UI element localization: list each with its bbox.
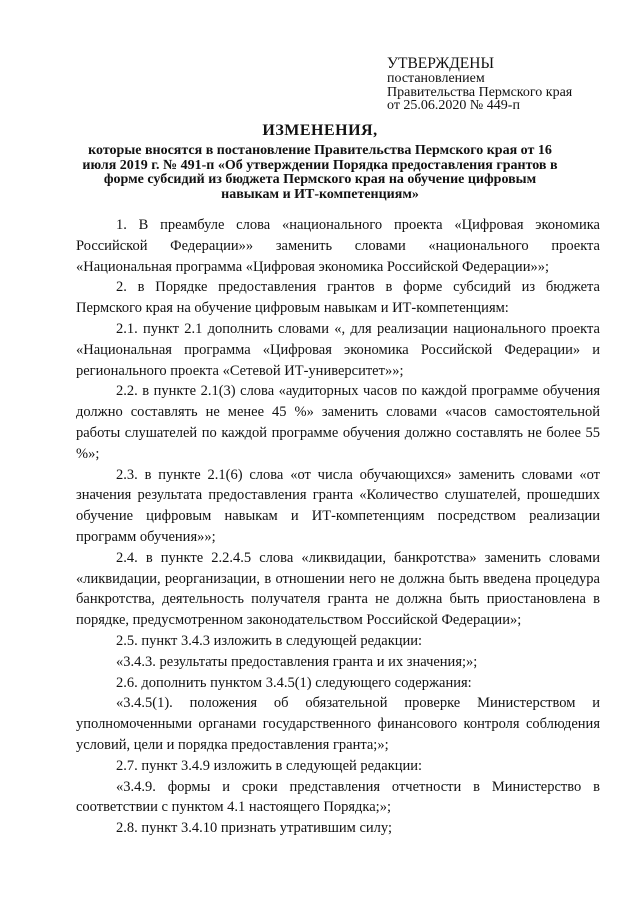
document-title-block (78, 122, 562, 202)
paragraph: 2.8. пункт 3.4.10 признать утратившим силу; (116, 820, 392, 837)
paragraph: 1. В преамбуле слова «национального проекта «Цифровая экономика Российской Федерации»» заменить словами «национального проекта «Национальная программа «Цифровая экономика Российской Федерации»»; (76, 217, 600, 275)
paragraph: 2.7. пункт 3.4.9 изложить в следующей редакции: (116, 757, 423, 774)
document-body (76, 215, 600, 839)
approval-stamp (387, 56, 627, 113)
paragraph: 2.3. в пункте 2.1(6) слова «от числа обучающихся» заменить словами «от значения результата предоставления гранта «Количество слушателей, прошедших обучение цифровым навыкам и ИТ-компетенциям посредством реализации программ обучения»»; (76, 466, 600, 545)
paragraph: 2. в Порядке предоставления грантов в форме субсидий из бюджета Пермского края на обучение цифровым навыкам и ИТ-компетенциям: (76, 279, 600, 317)
paragraph: 2.5. пункт 3.4.3 изложить в следующей редакции: (116, 632, 423, 649)
approval-heading: УТВЕРЖДЕНЫ (387, 55, 494, 72)
paragraph: 2.1. пункт 2.1 дополнить словами «, для реализации национального проекта «Национальная программа «Цифровая экономика Российской Федерации» и регионального проекта «Сетевой ИТ-университет»»; (76, 320, 600, 379)
approval-line-2: Правительства Пермского края (387, 84, 573, 100)
paragraph: 2.6. дополнить пунктом 3.4.5(1) следующего содержания: (116, 674, 472, 691)
paragraph: «3.4.5(1). положения об обязательной проверке Министерством и уполномоченными органами государственного финансового контроля соблюдения условий, цели и порядка предоставления гранта;»; (76, 695, 600, 753)
document-title: ИЗМЕНЕНИЯ, (262, 122, 378, 139)
paragraph: 2.2. в пункте 2.1(3) слова «аудиторных часов по каждой программе обучения должно составлять не менее 45 %» заменить словами «часов самостоятельной работы слушателей по каждой программе обучения должно составлять не более 55 %»; (76, 383, 600, 462)
document-subtitle: которые вносятся в постановление Правительства Пермского края от 16 июля 2019 г. № 491-п «Об утверждении Порядка предоставления грантов в форме субсидий из бюджета Пермского края на обучение цифровым навыкам и ИТ-компетенциям» (82, 143, 558, 202)
paragraph: «3.4.3. результаты предоставления гранта и их значения;»; (116, 653, 478, 670)
approval-line-1: постановлением (387, 71, 485, 86)
approval-line-3: от 25.06.2020 № 449-п (387, 98, 520, 113)
paragraph: 2.4. в пункте 2.2.4.5 слова «ликвидации, банкротства» заменить словами «ликвидации, реорганизации, в отношении него не должна быть введена процедура банкротства, деятельность получателя гранта не должна быть приостановлена в порядке, предусмотренном законодательством Российской Федерации»; (76, 549, 600, 629)
paragraph: «3.4.9. формы и сроки представления отчетности в Министерство в соответствии с пунктом 4.1 настоящего Порядка;»; (76, 778, 600, 816)
